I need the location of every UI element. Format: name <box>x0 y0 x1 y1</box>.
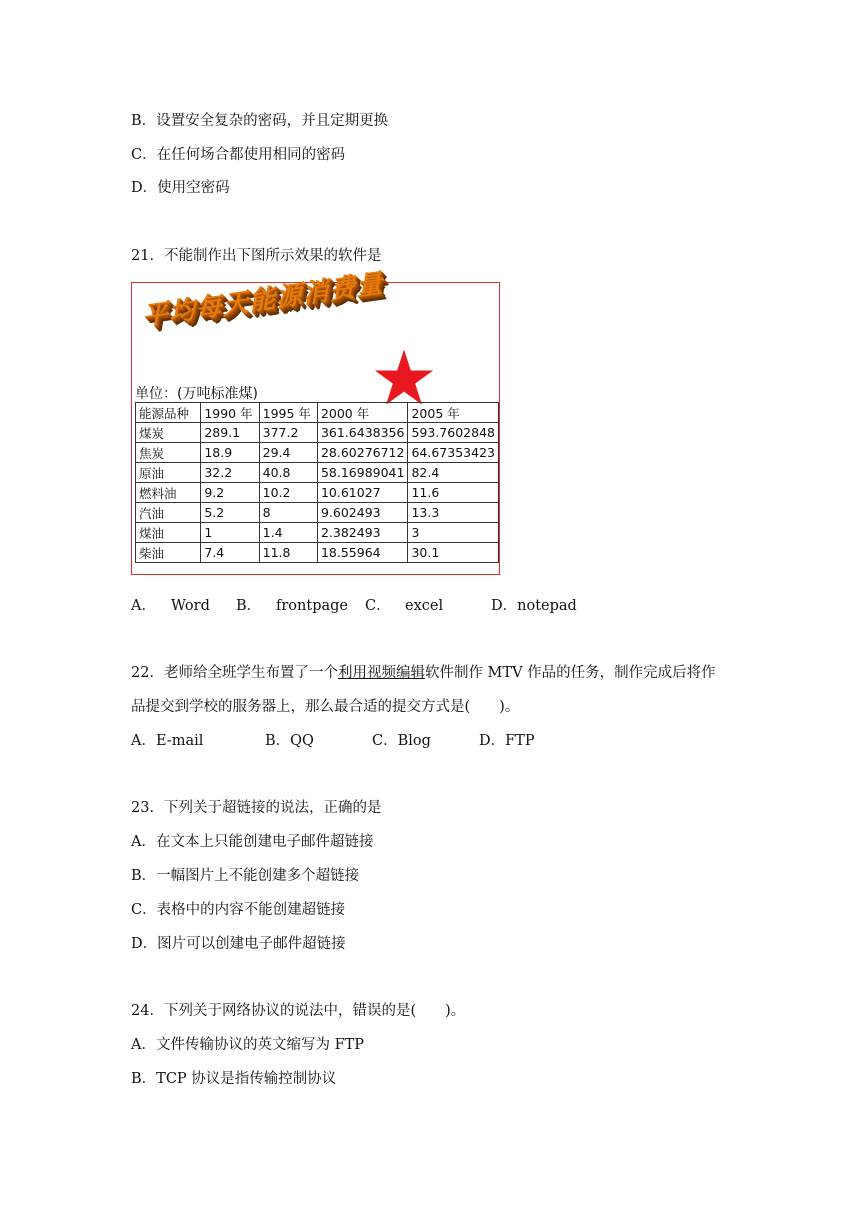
q22-option-b: B．QQ <box>265 733 314 749</box>
table-header-cell: 2000 年 <box>317 403 408 423</box>
table-cell: 28.60276712 <box>317 443 408 463</box>
table-cell: 8 <box>259 503 317 523</box>
table-cell: 柴油 <box>136 543 201 563</box>
table-cell: 377.2 <box>259 423 317 443</box>
q22-option-a: A．E-mail <box>131 733 204 749</box>
table-header-cell: 1995 年 <box>259 403 317 423</box>
option-a-text: Word <box>171 598 210 614</box>
q22-stem-part2: 软件制作 MTV 作品的任务，制作完成后将作 <box>424 665 716 681</box>
table-cell: 18.55964 <box>317 543 408 563</box>
table-cell: 29.4 <box>259 443 317 463</box>
table-cell: 7.4 <box>201 543 259 563</box>
q24-stem: 24．下列关于网络协议的说法中，错误的是( )。 <box>131 1003 466 1019</box>
table-row <box>136 543 499 563</box>
table-cell: 2.382493 <box>317 523 408 543</box>
table-cell: 原油 <box>136 463 201 483</box>
table-header-row <box>136 403 499 423</box>
energy-table <box>135 402 499 563</box>
table-cell: 58.16989041 <box>317 463 408 483</box>
wordart-title: 平均每天能源消费量 <box>141 267 388 333</box>
q24-option-a: A．文件传输协议的英文缩写为 FTP <box>131 1037 365 1053</box>
table-cell: 10.2 <box>259 483 317 503</box>
table-cell: 5.2 <box>201 503 259 523</box>
q21-stem: 21．不能制作出下图所示效果的软件是 <box>131 248 382 264</box>
table-cell: 焦炭 <box>136 443 201 463</box>
table-cell: 18.9 <box>201 443 259 463</box>
q22-options <box>131 731 535 751</box>
table-cell: 32.2 <box>201 463 259 483</box>
table-row <box>136 423 499 443</box>
q23-option-b: B．一幅图片上不能创建多个超链接 <box>131 868 360 884</box>
table-cell: 40.8 <box>259 463 317 483</box>
q22-stem <box>131 663 716 683</box>
option-c-letter: C． <box>365 598 391 614</box>
table-row <box>136 443 499 463</box>
table-cell: 11.8 <box>259 543 317 563</box>
q20-option-c: C．在任何场合都使用相同的密码 <box>131 147 346 163</box>
unit-label: 单位：(万吨标准煤) <box>135 386 258 402</box>
table-cell: 30.1 <box>408 543 499 563</box>
q22-stem-underlined: 利用视频编辑 <box>337 665 425 681</box>
table-cell: 1.4 <box>259 523 317 543</box>
table-cell: 1 <box>201 523 259 543</box>
q23-option-d: D．图片可以创建电子邮件超链接 <box>131 936 346 952</box>
table-cell: 煤油 <box>136 523 201 543</box>
table-cell: 361.6438356 <box>317 423 408 443</box>
option-d: D．notepad <box>491 598 577 614</box>
q23-option-c: C．表格中的内容不能创建超链接 <box>131 902 346 918</box>
table-cell: 82.4 <box>408 463 499 483</box>
table-cell: 煤炭 <box>136 423 201 443</box>
q23-option-a: A．在文本上只能创建电子邮件超链接 <box>131 834 374 850</box>
table-row <box>136 463 499 483</box>
table-cell: 593.7602848 <box>408 423 499 443</box>
table-cell: 13.3 <box>408 503 499 523</box>
table-cell: 3 <box>408 523 499 543</box>
option-b-letter: B． <box>236 598 262 614</box>
table-cell: 10.61027 <box>317 483 408 503</box>
option-c-text: excel <box>405 598 444 614</box>
table-header-cell: 1990 年 <box>201 403 259 423</box>
table-cell: 燃料油 <box>136 483 201 503</box>
q20-option-b: B．设置安全复杂的密码，并且定期更换 <box>131 113 389 129</box>
q22-stem-part1: 22．老师给全班学生布置了一个 <box>131 665 338 681</box>
table-header-cell: 能源品种 <box>136 403 201 423</box>
table-cell: 64.67353423 <box>408 443 499 463</box>
q22-option-d: D．FTP <box>479 733 535 749</box>
option-b-text: frontpage <box>276 598 348 614</box>
q22-option-c: C．Blog <box>372 733 431 749</box>
table-header-cell: 2005 年 <box>408 403 499 423</box>
red-star-icon <box>373 347 435 409</box>
table-cell: 9.602493 <box>317 503 408 523</box>
option-a-letter: A． <box>131 598 156 614</box>
q21-options <box>131 596 577 616</box>
table-cell: 11.6 <box>408 483 499 503</box>
q23-stem: 23．下列关于超链接的说法，正确的是 <box>131 800 382 816</box>
q24-option-b: B．TCP 协议是指传输控制协议 <box>131 1071 337 1087</box>
q21-figure <box>131 267 500 575</box>
table-cell: 汽油 <box>136 503 201 523</box>
table-cell: 9.2 <box>201 483 259 503</box>
table-row <box>136 523 499 543</box>
table-cell: 289.1 <box>201 423 259 443</box>
table-row <box>136 503 499 523</box>
q22-stem-line2: 品提交到学校的服务器上，那么最合适的提交方式是( )。 <box>131 699 520 715</box>
q20-option-d: D．使用空密码 <box>131 180 230 196</box>
table-row <box>136 483 499 503</box>
